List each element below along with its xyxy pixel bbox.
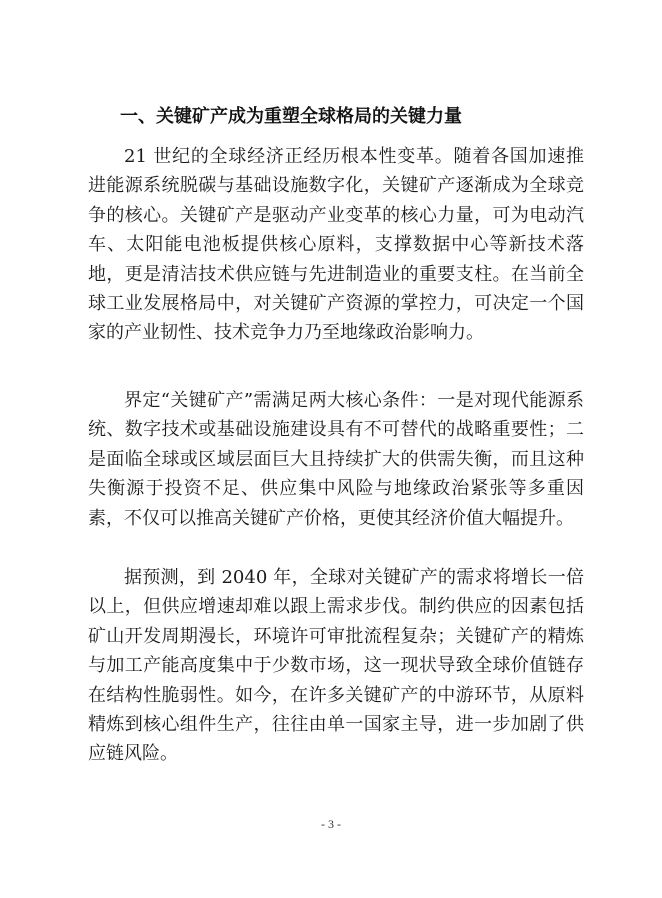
paragraph-2: 界定“关键矿产”需满足两大核心条件：一是对现代能源系统、数字技术或基础设施建设具有不可替代的战略重要性；二是面临全球或区域层面巨大且持续扩大的供需失衡，而且这种失衡源于投资不足、供应集中风险与地缘政治紧张等多重因素，不仅可以推高关键矿产价格，更使其经济价值大幅提升。 (88, 390, 584, 529)
paragraph-3: 据预测，到 2040 年，全球对关键矿产的需求将增长一倍以上，但供应增速却难以跟上需求步伐。制约供应的因素包括矿山开发周期漫长，环境许可审批流程复杂；关键矿产的精炼与加工产能高度集中于少数市场，这一现状导致全球价值链存在结构性脆弱性。如今，在许多关键矿产的中游环节，从原料精炼到核心组件生产，往往由单一国家主导，进一步加剧了供应链风险。 (88, 567, 584, 765)
page-number: - 3 - (321, 817, 341, 831)
paragraph-1: 21 世纪的全球经济正经历根本性变革。随着各国加速推进能源系统脱碳与基础设施数字化，关键矿产逐渐成为全球竞争的核心。关键矿产是驱动产业变革的核心力量，可为电动汽车、太阳能电池板提供核心原料，支撑数据中心等新技术落地，更是清洁技术供应链与先进制造业的重要支柱。在当前全球工业发展格局中，对关键矿产资源的掌控力，可决定一个国家的产业韧性、技术竞争力乃至地缘政治影响力。 (88, 146, 584, 344)
section-heading: 一、关键矿产成为重塑全球格局的关键力量 (120, 106, 462, 127)
